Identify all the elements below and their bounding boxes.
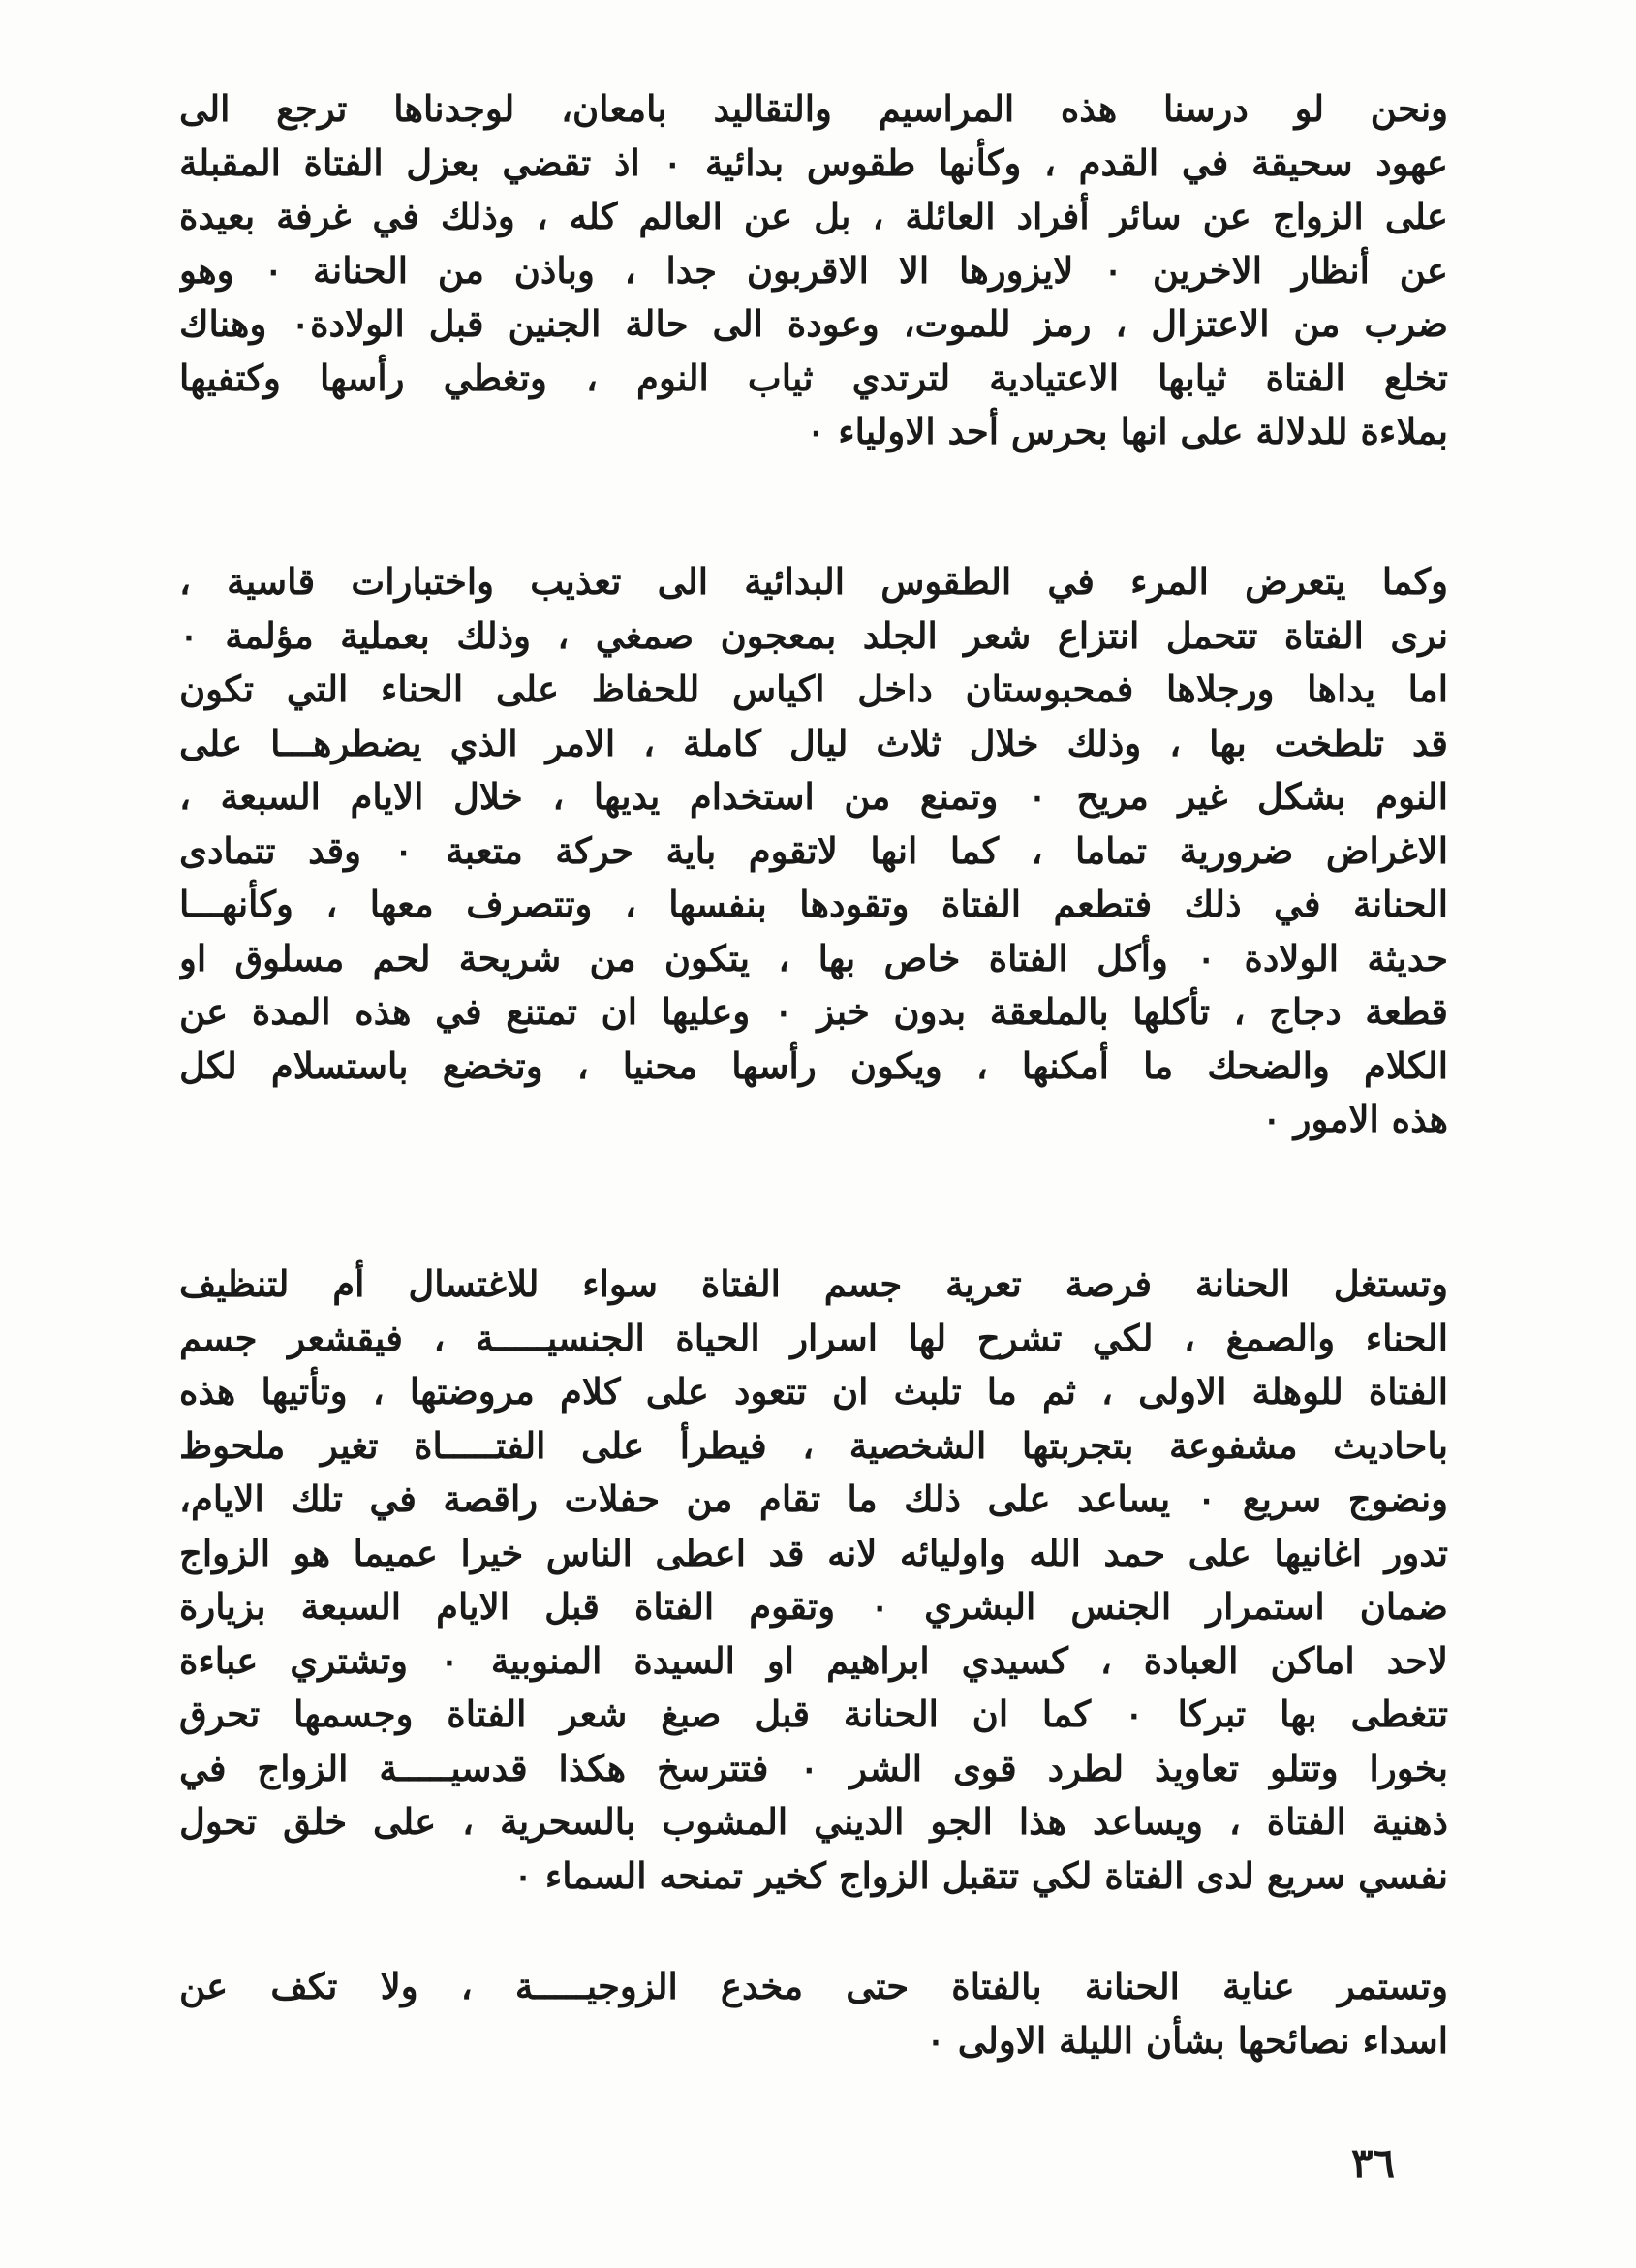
text-line: تتغطى بها تبركا ٠ كما ان الحنانة قبل صبغ شعر الفتاة وجسمها تحرق (179, 1693, 1448, 1735)
text-line: وكما يتعرض المرء في الطقوس البدائية الى تعذيب واختبارات قاسية ، (179, 560, 1448, 603)
text-line: قطعة دجاج ، تأكلها بالملعقة بدون خبز ٠ وعليها ان تمتنع في هذه المدة عن (179, 990, 1448, 1033)
text-line: قد تلطخت بها ، وذلك خلال ثلاث ليال كاملة ، الامر الذي يضطرهـــا على (179, 721, 1448, 764)
paragraph-text (179, 1960, 1448, 2067)
text-line: الحنانة في ذلك فتطعم الفتاة وتقودها بنفسها ، وتتصرف معها ، وكأنهـــا (179, 883, 1448, 925)
text-line: ونحن لو درسنا هذه المراسيم والتقاليد بامعان، لوجدناها ترجع الى (179, 87, 1448, 130)
text-line: لاحد اماكن العبادة ، كسيدي ابراهيم او السيدة المنوبية ٠ وتشتري عباءة (179, 1638, 1448, 1682)
text-line: الفتاة للوهلة الاولى ، ثم ما تلبث ان تتعود على كلام مروضتها ، وتأتيها هذه (179, 1370, 1448, 1413)
text-line: عهود سحيقة في القدم ، وكأنها طقوس بدائية ٠ اذ تقضي بعزل الفتاة المقبلة (179, 140, 1448, 184)
text-line: بخورا وتتلو تعاويذ لطرد قوى الشر ٠ فتترسخ هكذا قدسيـــــة الزواج في (179, 1746, 1448, 1789)
paragraph-text (179, 82, 1448, 459)
text-line: عن أنظار الاخرين ٠ لايزورها الا الاقربون جدا ، وباذن من الحنانة ٠ وهو (179, 248, 1448, 292)
text-line: الاغراض ضرورية تماما ، كما انها لاتقوم باية حركة متعبة ٠ وقد تتمادى (179, 828, 1448, 872)
paragraph-3 (179, 1258, 1448, 1903)
paragraph-2 (179, 555, 1448, 1147)
text-line: تدور اغانيها على حمد الله واوليائه لانه قد اعطى الناس خيرا عميما هو الزواج (179, 1531, 1448, 1574)
text-line: نرى الفتاة تتحمل انتزاع شعر الجلد بمعجون صمغي ، وذلك بعملية مؤلمة ٠ (179, 613, 1448, 657)
text-line: تخلع الفتاة ثيابها الاعتيادية لترتدي ثياب النوم ، وتغطي رأسها وكتفيها (179, 356, 1448, 399)
text-line: الكلام والضحك ما أمكنها ، ويكون رأسها محنيا ، وتخضع باستسلام لكل (179, 1043, 1448, 1087)
text-line: حديثة الولادة ٠ وأكل الفتاة خاص بها ، يتكون من شريحة لحم مسلوق او (179, 936, 1448, 979)
text-line: اما يداها ورجلاها فمحبوستان داخل اكياس للحفاظ على الحناء التي تكون (179, 668, 1448, 710)
text-line: اسداء نصائحها بشأن الليلة الاولى ٠ (926, 2018, 1448, 2062)
paragraph-4 (179, 1960, 1448, 2067)
text-line: الحناء والصمغ ، لكي تشرح لها اسرار الحياة الجنسيـــــة ، فيقشعر جسم (179, 1316, 1448, 1359)
text-line: ضمان استمرار الجنس البشري ٠ وتقوم الفتاة قبل الايام السبعة بزيارة (179, 1585, 1448, 1628)
text-line: بملاءة للدلالة على انها بحرس أحد الاولياء ٠ (806, 410, 1448, 452)
paragraph-text (179, 555, 1448, 1147)
text-line: هذه الامور ٠ (1261, 1098, 1448, 1140)
text-line: ضرب من الاعتزال ، رمز للموت، وعودة الى حالة الجنين قبل الولادة٠ وهناك (179, 302, 1448, 345)
paragraph-1 (179, 82, 1448, 459)
page-number: ٣٦ (1351, 2139, 1396, 2187)
text-line: ذهنية الفتاة ، ويساعد هذا الجو الديني المشوب بالسحرية ، على خلق تحول (179, 1800, 1448, 1843)
text-line: نفسي سريع لدى الفتاة لكي تتقبل الزواج كخير تمنحه السماء ٠ (513, 1853, 1448, 1897)
text-line: ونضوج سريع ٠ يساعد على ذلك ما تقام من حفلات راقصة في تلك الايام، (179, 1477, 1448, 1520)
text-line: وتستغل الحنانة فرصة تعرية جسم الفتاة سواء للاغتسال أم لتنظيف (179, 1262, 1448, 1305)
paragraph-text (179, 1258, 1448, 1903)
text-line: وتستمر عناية الحنانة بالفتاة حتى مخدع الزوجيـــــة ، ولا تكف عن (179, 1965, 1448, 2007)
text-line: باحاديث مشفوعة بتجربتها الشخصية ، فيطرأ على الفتـــــاة تغير ملحوظ (179, 1423, 1448, 1467)
text-line: على الزواج عن سائر أفراد العائلة ، بل عن العالم كله ، وذلك في غرفة بعيدة (179, 195, 1448, 237)
text-line: النوم بشكل غير مريح ٠ وتمنع من استخدام يديها ، خلال الايام السبعة ، (179, 775, 1448, 818)
